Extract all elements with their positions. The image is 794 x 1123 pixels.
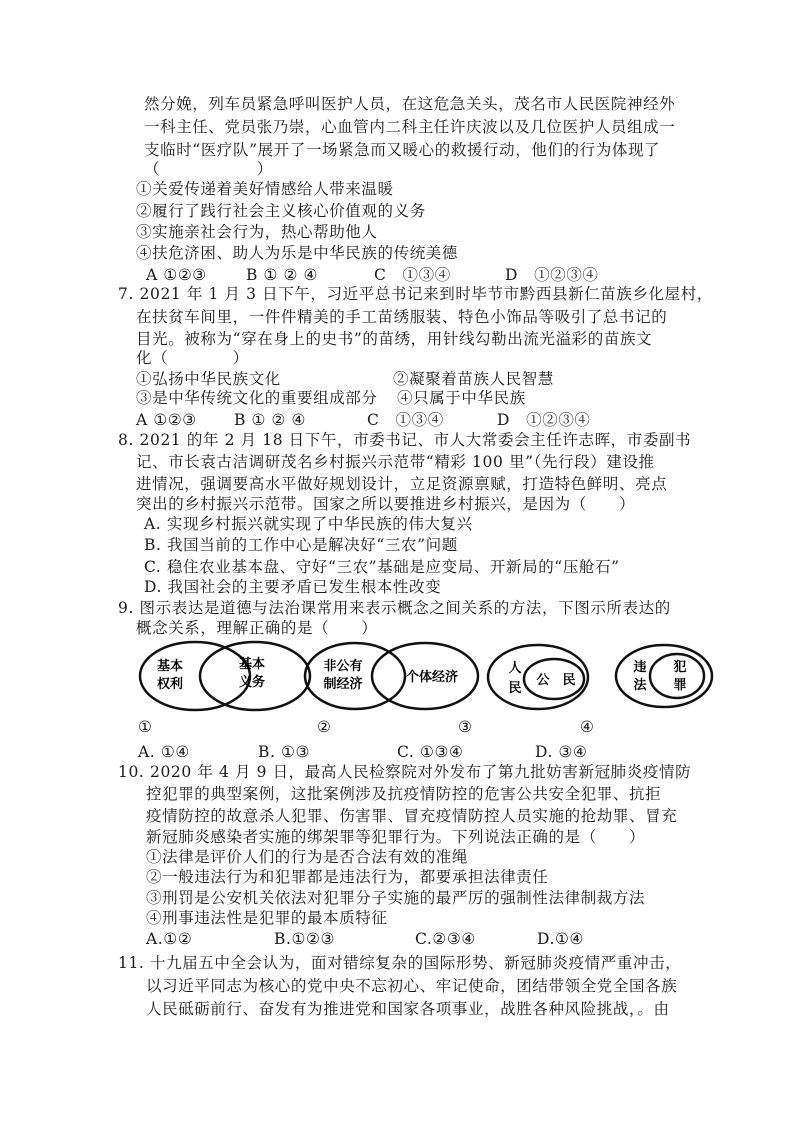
q7-choice-d[interactable]: D ①②③④ [497,411,591,429]
q9-choice-a[interactable]: A. ①④ [138,743,190,761]
q7-statement: ②凝聚着苗族人民智慧 [393,370,555,388]
q10-choice-b[interactable]: B.①②③ [274,930,336,948]
q7-stem-line: 在扶贫车间里，一件件精美的手工苗绣服装、特色小饰品等吸引了总书记的 [136,308,668,326]
concept-diagrams [0,640,794,720]
q7-answer-blank: 化（ ） [136,349,249,367]
q8-stem-line: 8. 2021 的年 2 月 18 日下午，市委书记、市人大常委会主任许志晖，市委副书 [118,431,692,449]
q6-answer-blank: （ ） [144,160,273,178]
q6-stem-line: 支临时“医疗队”展开了一场紧急而又暖心的救援行动，他们的行为体现了 [144,141,661,159]
q7-stem-line: 7. 2021 年 1 月 3 日下午，习近平总书记来到时毕节市黔西县新仁苗族乡化屋村， [118,285,713,303]
q8-stem-line: 进情况，强调要高水平做好规划设计，立足资源禀赋，打造特色鲜明、亮点 [136,475,668,493]
diagram-number: ① [138,718,153,736]
q6-statement: ③实施亲社会行为，热心帮助他人 [136,223,378,241]
q10-choice-a[interactable]: A.①② [146,930,193,948]
q6-choice-b[interactable]: B ① ② ④ [246,266,319,284]
diagram-4 [616,645,712,707]
q10-stem-line: 控犯罪的典型案例，这批案例涉及抗疫情防控的危害公共安全犯罪、抗拒 [146,785,662,803]
q6-choice-d[interactable]: D ①②③④ [505,266,599,284]
q6-statement: ②履行了践行社会主义核心价值观的义务 [136,202,426,220]
diagram-label: 义务 [238,675,266,690]
q8-stem-line: 记、市长袁古洁调研茂名乡村振兴示范带“精彩 100 里”（先行段）建设推 [136,453,655,471]
q10-statement: ③刑罚是公安机关依法对犯罪分子实施的最严厉的强制性法律制裁方法 [146,889,646,907]
q11-stem-line: 11. 十九届五中全会认为，面对错综复杂的国际形势、新冠肺炎疫情严重冲击， [118,954,682,972]
diagram-label: 民 [508,681,522,696]
q8-stem-line: 突出的乡村振兴示范带。国家之所以要推进乡村振兴，是因为（ ） [136,495,636,513]
q9-choice-c[interactable]: C. ①③④ [397,743,464,761]
diagram-label: 个体经济 [405,670,459,685]
outer-circle-illegal [616,645,712,707]
q10-statement: ④刑事违法性是犯罪的最本质特征 [146,909,388,927]
q6-choice-c[interactable]: C ①③④ [374,266,451,284]
q10-statement: ①法律是评价人们的行为是否合法有效的准绳 [146,848,469,866]
q6-stem-line: 一科主任、党员张乃崇，心血管内二科主任许庆波以及几位医护人员组成一 [144,118,676,136]
venn-circle-non-public [305,643,405,709]
q6-statement: ④扶危济困、助人为乐是中华民族的传统美德 [136,244,459,262]
venn-circle-rights [140,642,250,710]
q10-choice-c[interactable]: C.②③④ [415,930,476,948]
q10-stem-line: 10. 2020 年 4 月 9 日，最高人民检察院对外发布了第九批妨害新冠肺炎疫情防 [118,763,692,781]
q11-stem-line: 以习近平同志为核心的党中央不忘初心、牢记使命，团结带领全党全国各族 [146,977,678,995]
q10-stem-line: 新冠肺炎感染者实施的绑架罪等犯罪行为。下列说法正确的是（ ） [146,828,646,846]
q8-option-b[interactable]: B. 我国当前的工作中心是解决好“三农”问题 [144,536,458,554]
q7-choice-a[interactable]: A ①②③ [136,411,197,429]
q7-statement: ③是中华传统文化的重要组成部分 [136,389,378,407]
q8-option-a[interactable]: A. 实现乡村振兴就实现了中华民族的伟大复兴 [144,515,473,533]
q6-stem-line: 然分娩，列车员紧急呼叫医护人员，在这危急关头，茂名市人民医院神经外 [144,95,676,113]
q7-choice-b[interactable]: B ① ② ④ [234,411,307,429]
diagram-label: 罪 [673,678,687,693]
q10-choice-d[interactable]: D.①④ [537,930,584,948]
diagram-label: 公 民 [536,673,576,688]
q7-statement: ①弘扬中华民族文化 [136,370,281,388]
q9-stem-line: 9. 图示表达是道德与法治课常用来表示概念之间关系的方法，下图示所表达的 [118,599,671,617]
diagram-label: 违 [633,660,647,675]
diagram-label: 非公有 [323,659,363,674]
diagram-number: ④ [580,718,595,736]
diagram-label: 权利 [156,677,184,692]
diagram-3 [488,645,588,709]
q8-option-d[interactable]: D. 我国社会的主要矛盾已发生根本性改变 [144,578,442,596]
q11-stem-line: 人民砥砺前行、奋发有为推进党和国家各项事业，战胜各种风险挑战，。由 [146,1000,670,1018]
q7-stem-line: 目光。被称为“穿在身上的史书”的苗绣，用针线勾勒出流光溢彩的苗族文 [136,330,653,348]
q9-choice-b[interactable]: B. ①③ [258,743,311,761]
q7-statement: ④只属于中华民族 [397,389,526,407]
diagram-2 [305,643,478,709]
diagram-1 [140,642,310,710]
q9-choice-d[interactable]: D. ③④ [535,743,588,761]
diagram-number: ② [317,718,332,736]
q9-stem-line: 概念关系，理解正确的是（ ） [136,619,378,637]
q6-choice-a[interactable]: A ①②③ [146,266,207,284]
q8-option-c[interactable]: C. 稳住农业基本盘、守好“三农”基础是应变局、开新局的“压舱石” [144,558,620,576]
diagram-label: 犯 [673,660,687,675]
diagram-label: 法 [633,678,647,693]
q6-statement: ①关爱传递着美好情感给人带来温暖 [136,180,394,198]
q10-statement: ②一般违法行为和犯罪都是违法行为，都要承担法律责任 [146,868,549,886]
q7-choice-c[interactable]: C ①③④ [367,411,444,429]
diagram-label: 制经济 [323,677,363,692]
diagram-label: 基本 [156,659,184,674]
diagram-number: ③ [458,718,473,736]
diagram-label: 人 [508,661,522,676]
q10-stem-line: 疫情防控的故意杀人犯罪、伤害罪、冒充疫情防控人员实施的抢劫罪、冒充 [146,807,678,825]
diagram-label: 基本 [238,657,266,672]
